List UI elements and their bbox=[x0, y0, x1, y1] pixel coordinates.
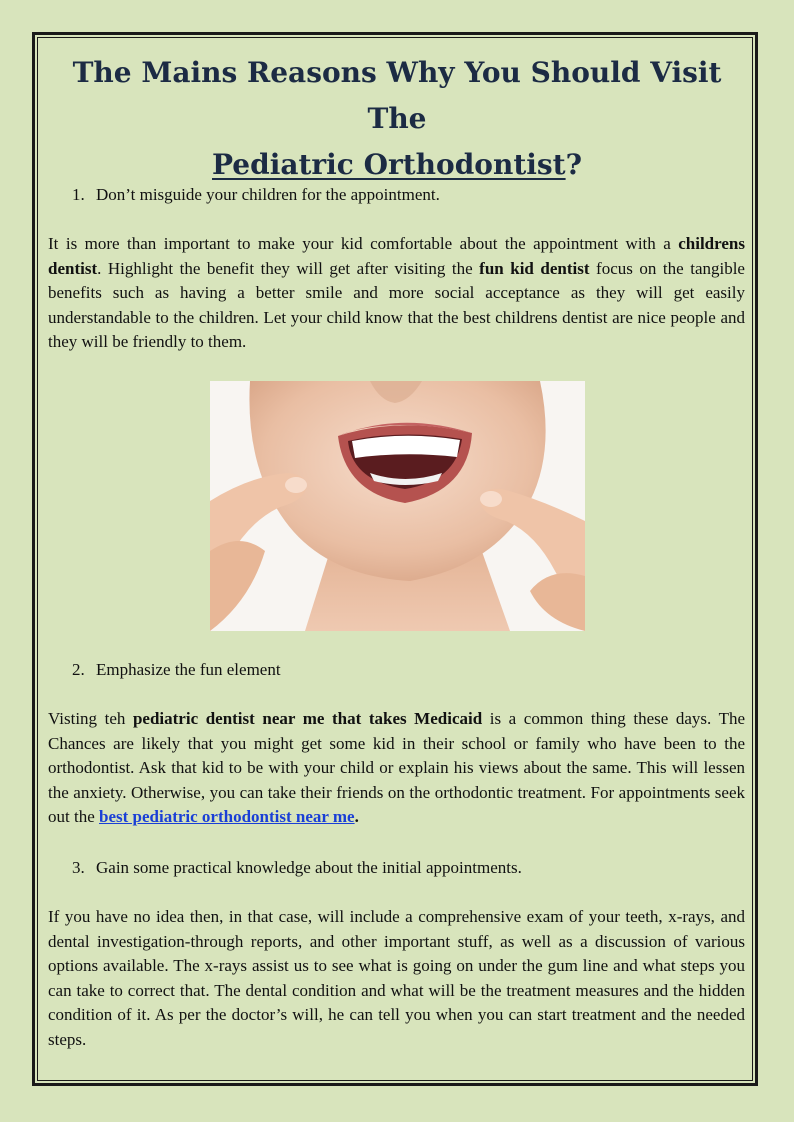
list-text: Don’t misguide your children for the appointment. bbox=[96, 185, 440, 204]
title-line-1: The Mains Reasons Why You Should Visit The bbox=[72, 56, 722, 135]
page-title bbox=[48, 50, 746, 188]
orthodontist-link[interactable]: best pediatric orthodontist near me bbox=[99, 807, 355, 827]
para-text: focus on the tangible benefits such as having a better smile and more social acceptance as they will get easily understandable to the children. Let your child know that the best childrens dentist are nice people and they will be friendly to them. bbox=[48, 258, 745, 352]
list-text: Gain some practical knowledge about the initial appointments. bbox=[96, 858, 522, 877]
title-line-2-underlined: Pediatric Orthodontist bbox=[212, 148, 566, 181]
list-number: 1. bbox=[72, 185, 85, 204]
para-period: . bbox=[354, 807, 359, 827]
list-item-3 bbox=[72, 856, 522, 880]
paragraph-3: If you have no idea then, in that case, will include a comprehensive exam of your teeth, x-rays, and dental investigation-through reports, and other important stuff, as well as a discussion of various options available. The x-rays assist us to see what is going on under the gum line and what steps you can take to correct that. The dental condition and what will be the treatment measures and the hidden condition of it. As per the doctor’s will, he can tell you when you can start treatment and the needed steps. bbox=[48, 907, 745, 1049]
keyword-pediatric-dentist-medicaid: pediatric dentist near me that takes Medicaid bbox=[132, 709, 483, 728]
keyword-childrens-dentist: childrens dentist bbox=[48, 234, 745, 278]
title-line-2-tail: ? bbox=[565, 148, 582, 181]
para-text: It is more than important to make your kid comfortable about the appointment with a bbox=[48, 234, 679, 253]
keyword-fun-kid-dentist: fun kid dentist bbox=[479, 258, 590, 278]
smile-photo bbox=[210, 381, 585, 631]
list-number: 2. bbox=[72, 660, 85, 679]
para-text: Visting teh bbox=[48, 709, 133, 728]
para-text: . Highlight the benefit they will get after visiting the bbox=[97, 258, 480, 278]
smiling-woman-image bbox=[210, 381, 585, 631]
list-item-1 bbox=[72, 183, 440, 207]
list-item-2 bbox=[72, 658, 281, 682]
para-text: is a common thing these days. The Chances are likely that you might get some kid in their school or family who have been to the orthodontist. Ask that kid to be with your child or explain his views about the same. This will lessen the anxiety. Otherwise, you can take their friends on the orthodontic treatment. For appointments seek out the bbox=[48, 709, 745, 827]
list-number: 3. bbox=[72, 858, 85, 877]
paragraph-2 bbox=[48, 707, 745, 830]
list-text: Emphasize the fun element bbox=[96, 660, 281, 679]
paragraph-1 bbox=[48, 232, 745, 355]
